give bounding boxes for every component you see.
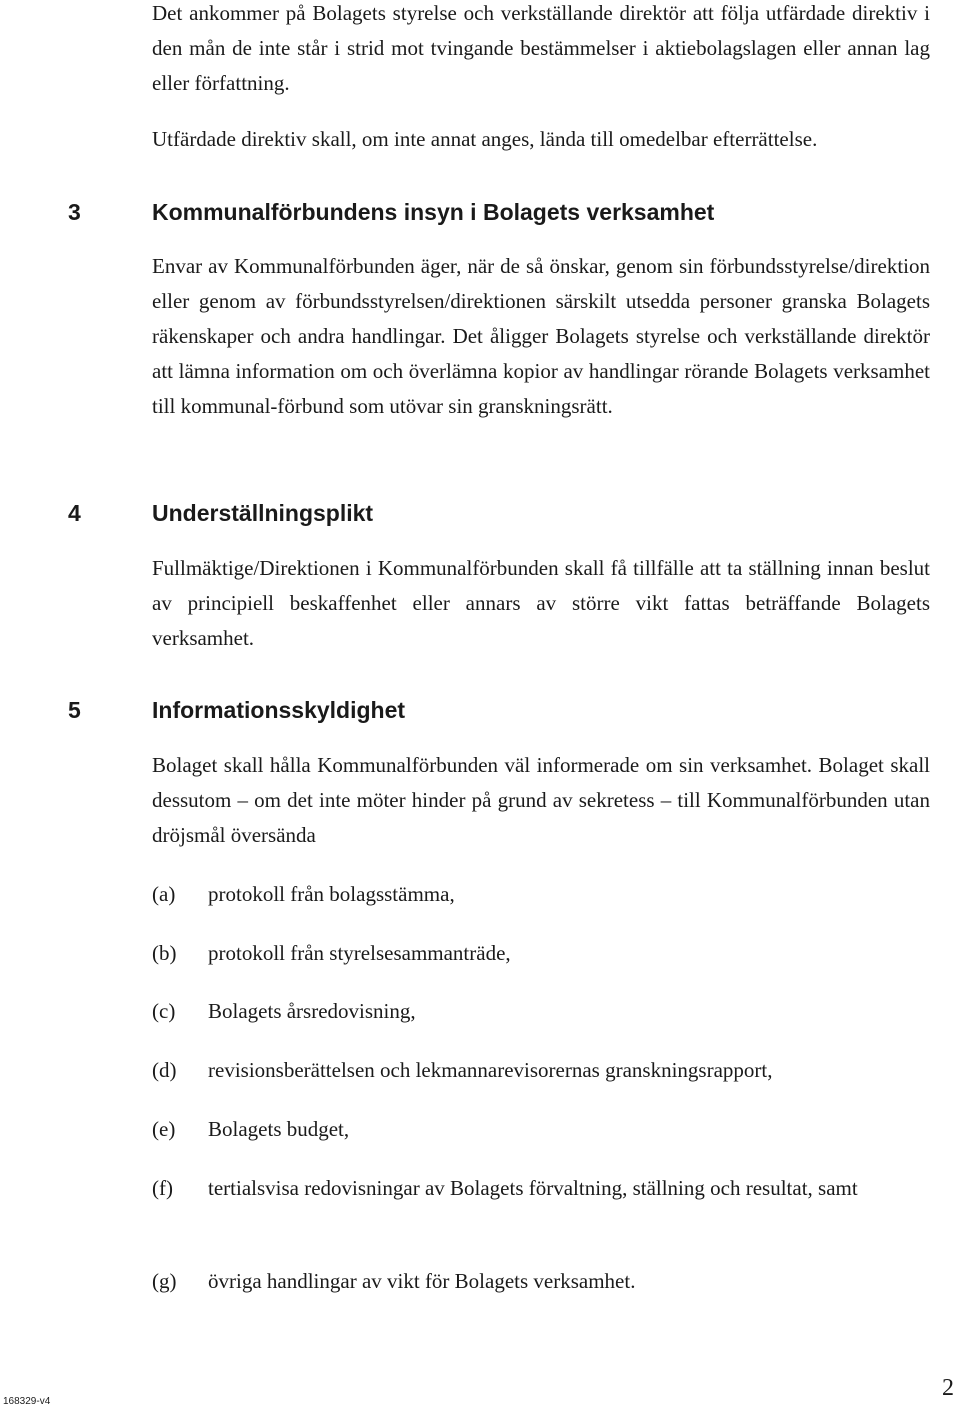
list-marker: (f) (152, 1176, 173, 1200)
section-title: Kommunalförbundens insyn i Bolagets verksamhet (152, 199, 715, 225)
list-text: Bolagets budget, (208, 1117, 350, 1141)
list-text: protokoll från styrelsesammanträde, (208, 941, 511, 965)
section-title: Informationsskyldighet (152, 697, 406, 723)
section-number: 3 (68, 199, 81, 225)
list-text: protokoll från bolagsstämma, (208, 882, 455, 906)
list-marker: (c) (152, 999, 176, 1023)
list-text: övriga handlingar av vikt för Bolagets verksamhet. (208, 1269, 636, 1293)
list-text: Bolagets årsredovisning, (208, 999, 416, 1023)
list-text: revisionsberättelsen och lekmannarevisorernas granskningsrapport, (208, 1058, 773, 1082)
intro-paragraph-1: Det ankommer på Bolagets styrelse och verkställande direktör att följa utfärdade direktiv i den mån de inte står i strid mot tvingande bestämmelser i aktiebolagslagen eller annan lag eller författning. (152, 1, 930, 95)
section-5-body: Bolaget skall hålla Kommunalförbunden väl informerade om sin verksamhet. Bolaget skall dessutom – om det inte möter hinder på grund av sekretess – till Kommunalförbunden utan dröjsmål översända (152, 753, 930, 847)
section-number: 4 (68, 500, 81, 526)
section-3-body: Envar av Kommunalförbunden äger, när de så önskar, genom sin förbundsstyrelse/direktion eller genom av förbundsstyrelsen/direktionen särskilt utsedda personer granska Bolagets räkenskaper och andra handlingar. Det åligger Bolagets styrelse och verkställande direktör att lämna information om och överlämna kopior av handlingar rörande Bolagets verksamhet till kommunal-förbund som utövar sin granskningsrätt. (152, 254, 930, 418)
list-marker: (g) (152, 1269, 177, 1293)
section-number: 5 (68, 697, 81, 723)
intro-paragraph-2: Utfärdade direktiv skall, om inte annat anges, lända till omedelbar efterrättelse. (152, 127, 818, 151)
list-marker: (e) (152, 1117, 176, 1141)
section-title: Underställningsplikt (152, 500, 374, 526)
page-number: 2 (942, 1375, 954, 1401)
list-marker: (d) (152, 1058, 177, 1082)
document-id: 168329-v4 (3, 1396, 51, 1407)
list-marker: (b) (152, 941, 177, 965)
list-text: tertialsvisa redovisningar av Bolagets förvaltning, ställning och resultat, samt (208, 1176, 858, 1200)
section-4-body: Fullmäktige/Direktionen i Kommunalförbunden skall få tillfälle att ta ställning innan beslut av principiell beskaffenhet eller annars av större vikt fattas beträffande Bolagets verksamhet. (152, 556, 930, 650)
list-marker: (a) (152, 882, 176, 906)
